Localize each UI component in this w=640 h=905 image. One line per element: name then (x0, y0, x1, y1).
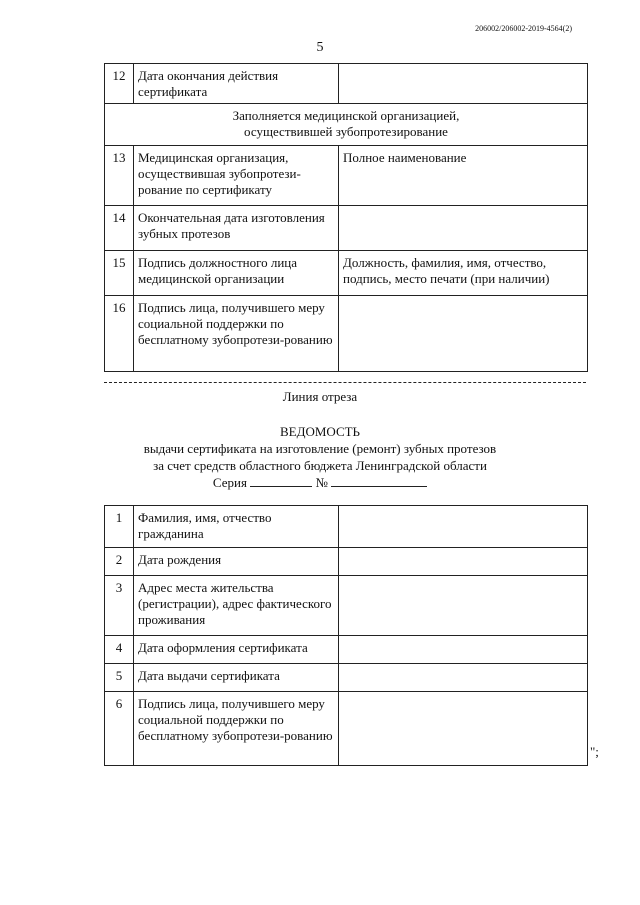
table-row (105, 146, 588, 206)
table-row (105, 576, 588, 636)
page-number: 5 (316, 40, 324, 55)
cut-line-label: Линия отреза (282, 389, 358, 404)
table-row (105, 548, 588, 576)
row-value-field[interactable] (339, 64, 588, 104)
row-value-field[interactable] (339, 692, 588, 766)
row-number: 12 (105, 64, 134, 104)
table-row (105, 251, 588, 296)
table-row (105, 296, 588, 372)
row-value-field[interactable] (339, 636, 588, 664)
document-id: 206002/206002-2019-4564(2) (475, 24, 572, 33)
row-label: Дата выдачи сертификата (134, 664, 339, 692)
row-number: 13 (105, 146, 134, 206)
row-number: 3 (105, 576, 134, 636)
cut-line (104, 382, 586, 383)
row-number: 16 (105, 296, 134, 372)
statement-subtitle-1: выдачи сертификата на изготовление (ремонт) зубных протезов (143, 441, 497, 456)
row-label: Подпись лица, получившего меру социальной поддержки по бесплатному зубопротези-рованию (134, 692, 339, 766)
statement-title: ВЕДОМОСТЬ (279, 424, 361, 439)
statement-subtitle-2: за счет средств областного бюджета Ленинградской области (153, 458, 487, 473)
row-number: 15 (105, 251, 134, 296)
closing-quote-mark: "; (590, 744, 599, 759)
row-label: Дата рождения (134, 548, 339, 576)
row-label: Подпись лица, получившего меру социальной поддержки по бесплатному зубопротези-рованию (134, 296, 339, 372)
table-row (105, 206, 588, 251)
row-value-field[interactable] (339, 506, 588, 548)
series-number-line (0, 474, 640, 491)
row-label: Окончательная дата изготовления зубных протезов (134, 206, 339, 251)
statement-table (104, 505, 588, 766)
table-row (105, 64, 588, 104)
table-row (105, 506, 588, 548)
row-number: 1 (105, 506, 134, 548)
row-number: 6 (105, 692, 134, 766)
row-label: Подпись должностного лица медицинской организации (134, 251, 339, 296)
row-label: Медицинская организация, осуществившая зубопротези-рование по сертификату (134, 146, 339, 206)
row-value-field[interactable]: Должность, фамилия, имя, отчество, подпись, место печати (при наличии) (339, 251, 588, 296)
row-label: Адрес места жительства (регистрации), адрес фактического проживания (134, 576, 339, 636)
certificate-form-table (104, 63, 588, 372)
number-field[interactable] (331, 474, 427, 487)
table-row (105, 664, 588, 692)
section-row (105, 104, 588, 146)
number-label: № (315, 475, 328, 490)
row-value-field[interactable] (339, 576, 588, 636)
row-value-field[interactable] (339, 548, 588, 576)
table-row (105, 636, 588, 664)
series-field[interactable] (250, 474, 312, 487)
row-number: 4 (105, 636, 134, 664)
series-label: Серия (212, 475, 247, 490)
row-number: 14 (105, 206, 134, 251)
row-value-field[interactable]: Полное наименование (339, 146, 588, 206)
row-number: 2 (105, 548, 134, 576)
row-value-field[interactable] (339, 206, 588, 251)
section-note: Заполняется медицинской организацией, осуществившей зубопротезирование (105, 104, 588, 146)
row-number: 5 (105, 664, 134, 692)
row-label: Дата окончания действия сертификата (134, 64, 339, 104)
row-label: Фамилия, имя, отчество гражданина (134, 506, 339, 548)
table-row (105, 692, 588, 766)
row-value-field[interactable] (339, 664, 588, 692)
row-label: Дата оформления сертификата (134, 636, 339, 664)
row-value-field[interactable] (339, 296, 588, 372)
